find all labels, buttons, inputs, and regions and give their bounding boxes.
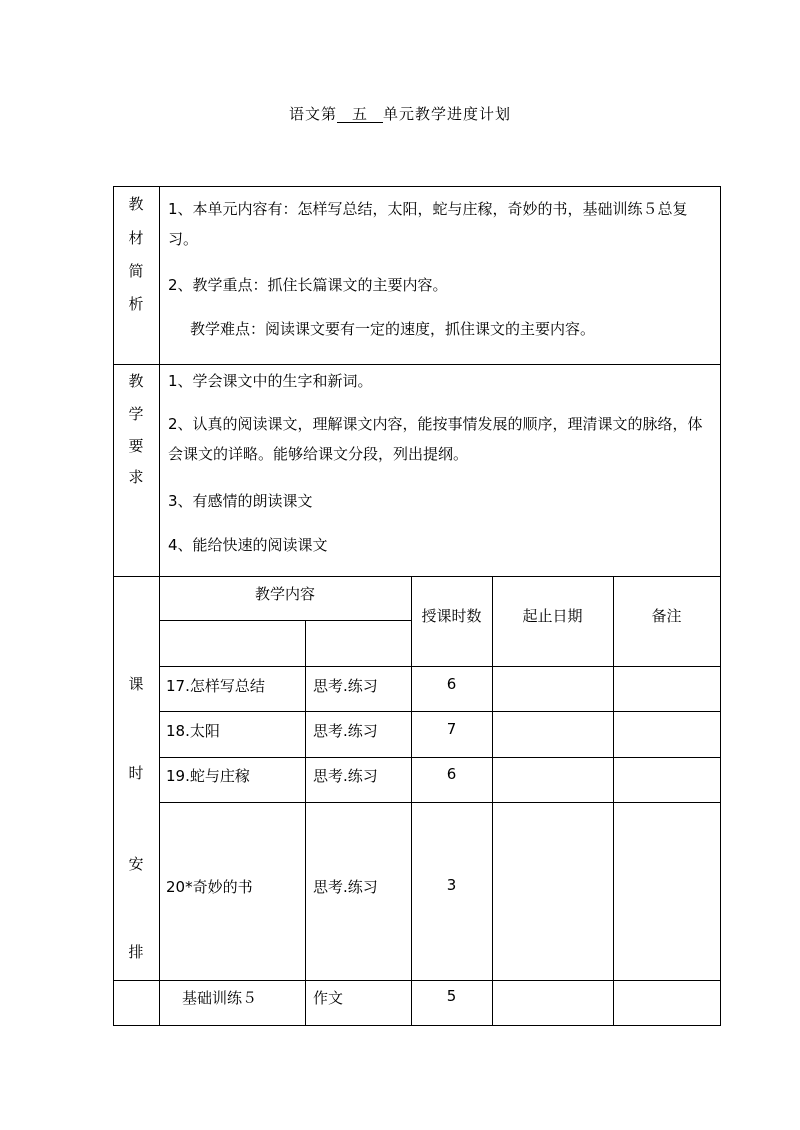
- lesson-hours: 6: [446, 675, 457, 693]
- section-char: 材: [128, 229, 144, 247]
- section-char: 教: [128, 372, 144, 390]
- yaoqiu-item-3: 3、有感情的朗读课文: [168, 492, 313, 510]
- lesson-title: 17.怎样写总结: [166, 677, 265, 695]
- table-border-right: [720, 186, 721, 1026]
- section-divider-2: [113, 576, 721, 577]
- unit-number: 五: [337, 106, 383, 123]
- jiaocai-item-1: 1、本单元内容有：怎样写总结，太阳，蛇与庄稼，奇妙的书，基础训练５总复习。: [168, 200, 688, 248]
- section-char: 安: [128, 855, 144, 873]
- lesson-type: 作文: [313, 989, 344, 1007]
- header-hours: 授课时数: [421, 607, 482, 625]
- title-suffix: 单元教学进度计划: [383, 105, 512, 123]
- row-divider-3: [159, 802, 721, 803]
- label-column-divider: [159, 186, 160, 1026]
- jiaocai-item-2: 2、教学重点：抓住长篇课文的主要内容。: [168, 276, 448, 294]
- row-divider-1: [159, 711, 721, 712]
- header-dates: 起止日期: [522, 607, 583, 625]
- section-char: 要: [128, 437, 144, 455]
- yaoqiu-item-2: 2、认真的阅读课文，理解课文内容，能按事情发展的顺序，理清课文的脉络，体会课文的详略。能够给课文分段，列出提纲。: [168, 415, 703, 463]
- section-char: 时: [128, 764, 144, 782]
- lesson-type: 思考.练习: [313, 767, 378, 785]
- content-header-divider: [159, 620, 411, 621]
- lesson-hours: 7: [446, 720, 457, 738]
- jiaocai-item-3: 教学难点：阅读课文要有一定的速度，抓住课文的主要内容。: [190, 320, 596, 338]
- row-divider-2: [159, 757, 721, 758]
- section-char: 教: [128, 195, 144, 213]
- lesson-title: 19.蛇与庄稼: [166, 767, 250, 785]
- lesson-type: 思考.练习: [313, 677, 378, 695]
- lesson-hours: 6: [446, 765, 457, 783]
- section-char: 排: [128, 943, 144, 961]
- lesson-type: 思考.练习: [313, 722, 378, 740]
- yaoqiu-item-4: 4、能给快速的阅读课文: [168, 536, 328, 554]
- header-notes: 备注: [651, 607, 682, 625]
- yaoqiu-item-1: 1、学会课文中的生字和新词。: [168, 372, 373, 390]
- table-border-top: [113, 186, 721, 187]
- section-char: 简: [128, 262, 144, 280]
- table-border-bottom: [113, 1025, 721, 1026]
- lesson-hours: 3: [446, 876, 457, 894]
- section-char: 求: [128, 468, 144, 486]
- lesson-column-divider: [305, 620, 306, 1026]
- header-row-bottom: [159, 666, 721, 667]
- notes-column-left: [613, 576, 614, 1026]
- lesson-title: 18.太阳: [166, 722, 220, 740]
- page-title: [0, 103, 800, 124]
- lesson-hours: 5: [446, 987, 457, 1005]
- lesson-type: 思考.练习: [313, 878, 378, 896]
- section-char: 学: [128, 405, 144, 423]
- header-content: 教学内容: [254, 585, 315, 603]
- dates-column-left: [492, 576, 493, 1026]
- section-char: 析: [128, 295, 144, 313]
- row-divider-4: [113, 980, 721, 981]
- table-border-left: [113, 186, 114, 1026]
- lesson-title: 20*奇妙的书: [166, 878, 253, 896]
- hours-column-left: [411, 576, 412, 1026]
- section-char: 课: [128, 675, 144, 693]
- lesson-title: 基础训练５: [182, 989, 258, 1007]
- section-divider-1: [113, 364, 721, 365]
- title-prefix: 语文第: [288, 105, 337, 123]
